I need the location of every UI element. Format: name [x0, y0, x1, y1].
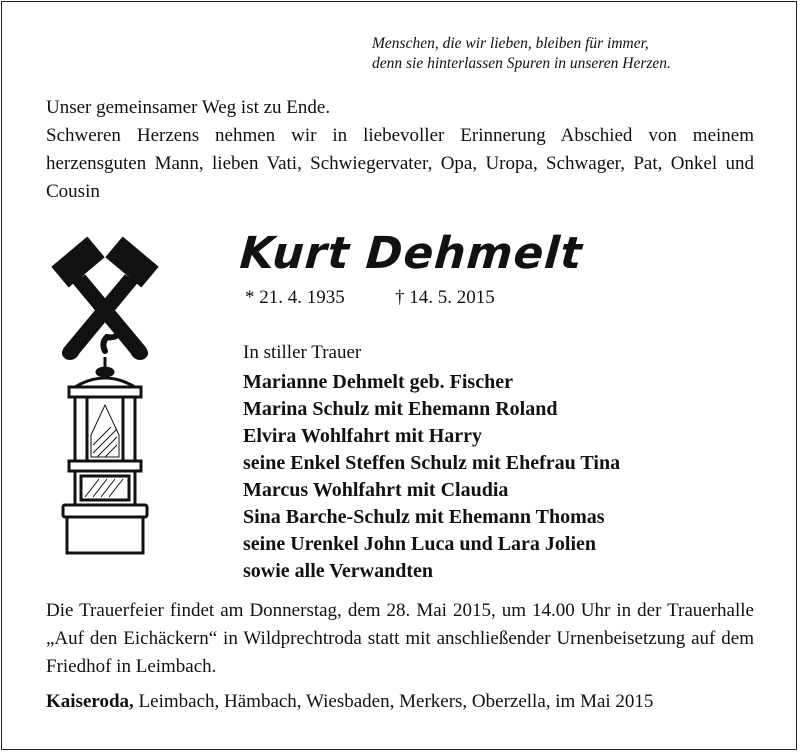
- intro-line-1: Unser gemeinsamer Weg ist zu Ende.: [46, 97, 331, 118]
- list-item: Marina Schulz mit Ehemann Roland: [243, 398, 558, 420]
- list-item: seine Enkel Steffen Schulz mit Ehefrau Tina: [243, 452, 621, 474]
- miners-hammer-and-lamp-icon: [45, 235, 165, 565]
- footer-place-bold: Kaiseroda,: [46, 691, 134, 712]
- mourners-list: [243, 369, 620, 585]
- death-date: † 14. 5. 2015: [395, 287, 495, 308]
- list-item: seine Urenkel John Luca und Lara Jolien: [243, 533, 597, 555]
- mourning-label: In stiller Trauer: [243, 342, 362, 363]
- footer-places-rest: Leimbach, Hämbach, Wiesbaden, Merkers, Oberzella, im Mai 2015: [133, 691, 654, 712]
- motto-line-2: denn sie hinterlassen Spuren in unseren Herzen.: [372, 55, 671, 72]
- intro-line-2: Schweren Herzens nehmen wir in liebevoller Erinnerung Abschied von meinem herzensguten Mann, lieben Vati, Schwiegervater, Opa, Uropa, Schwager, Pat, Onkel und Cousin: [46, 125, 754, 202]
- motto-line-1: Menschen, die wir lieben, bleiben für immer,: [372, 35, 649, 52]
- footer-places: [46, 691, 653, 713]
- deceased-name: Kurt Dehmelt: [238, 228, 585, 279]
- funeral-details: Die Trauerfeier findet am Donnerstag, dem 28. Mai 2015, um 14.00 Uhr in der Trauerhalle „Auf den Eichäckern“ in Wildprechtroda statt mit anschließender Urnenbeisetzung auf dem Friedhof in Leimbach.: [46, 600, 754, 677]
- list-item: Elvira Wohlfahrt mit Harry: [243, 425, 483, 447]
- list-item: Sina Barche-Schulz mit Ehemann Thomas: [243, 506, 605, 528]
- list-item: sowie alle Verwandten: [243, 560, 433, 582]
- list-item: Marcus Wohlfahrt mit Claudia: [243, 479, 509, 501]
- intro-text: [46, 94, 754, 206]
- list-item: Marianne Dehmelt geb. Fischer: [243, 371, 513, 393]
- birth-date: * 21. 4. 1935: [245, 287, 345, 308]
- life-dates: [245, 287, 495, 309]
- motto-quote: [372, 34, 752, 74]
